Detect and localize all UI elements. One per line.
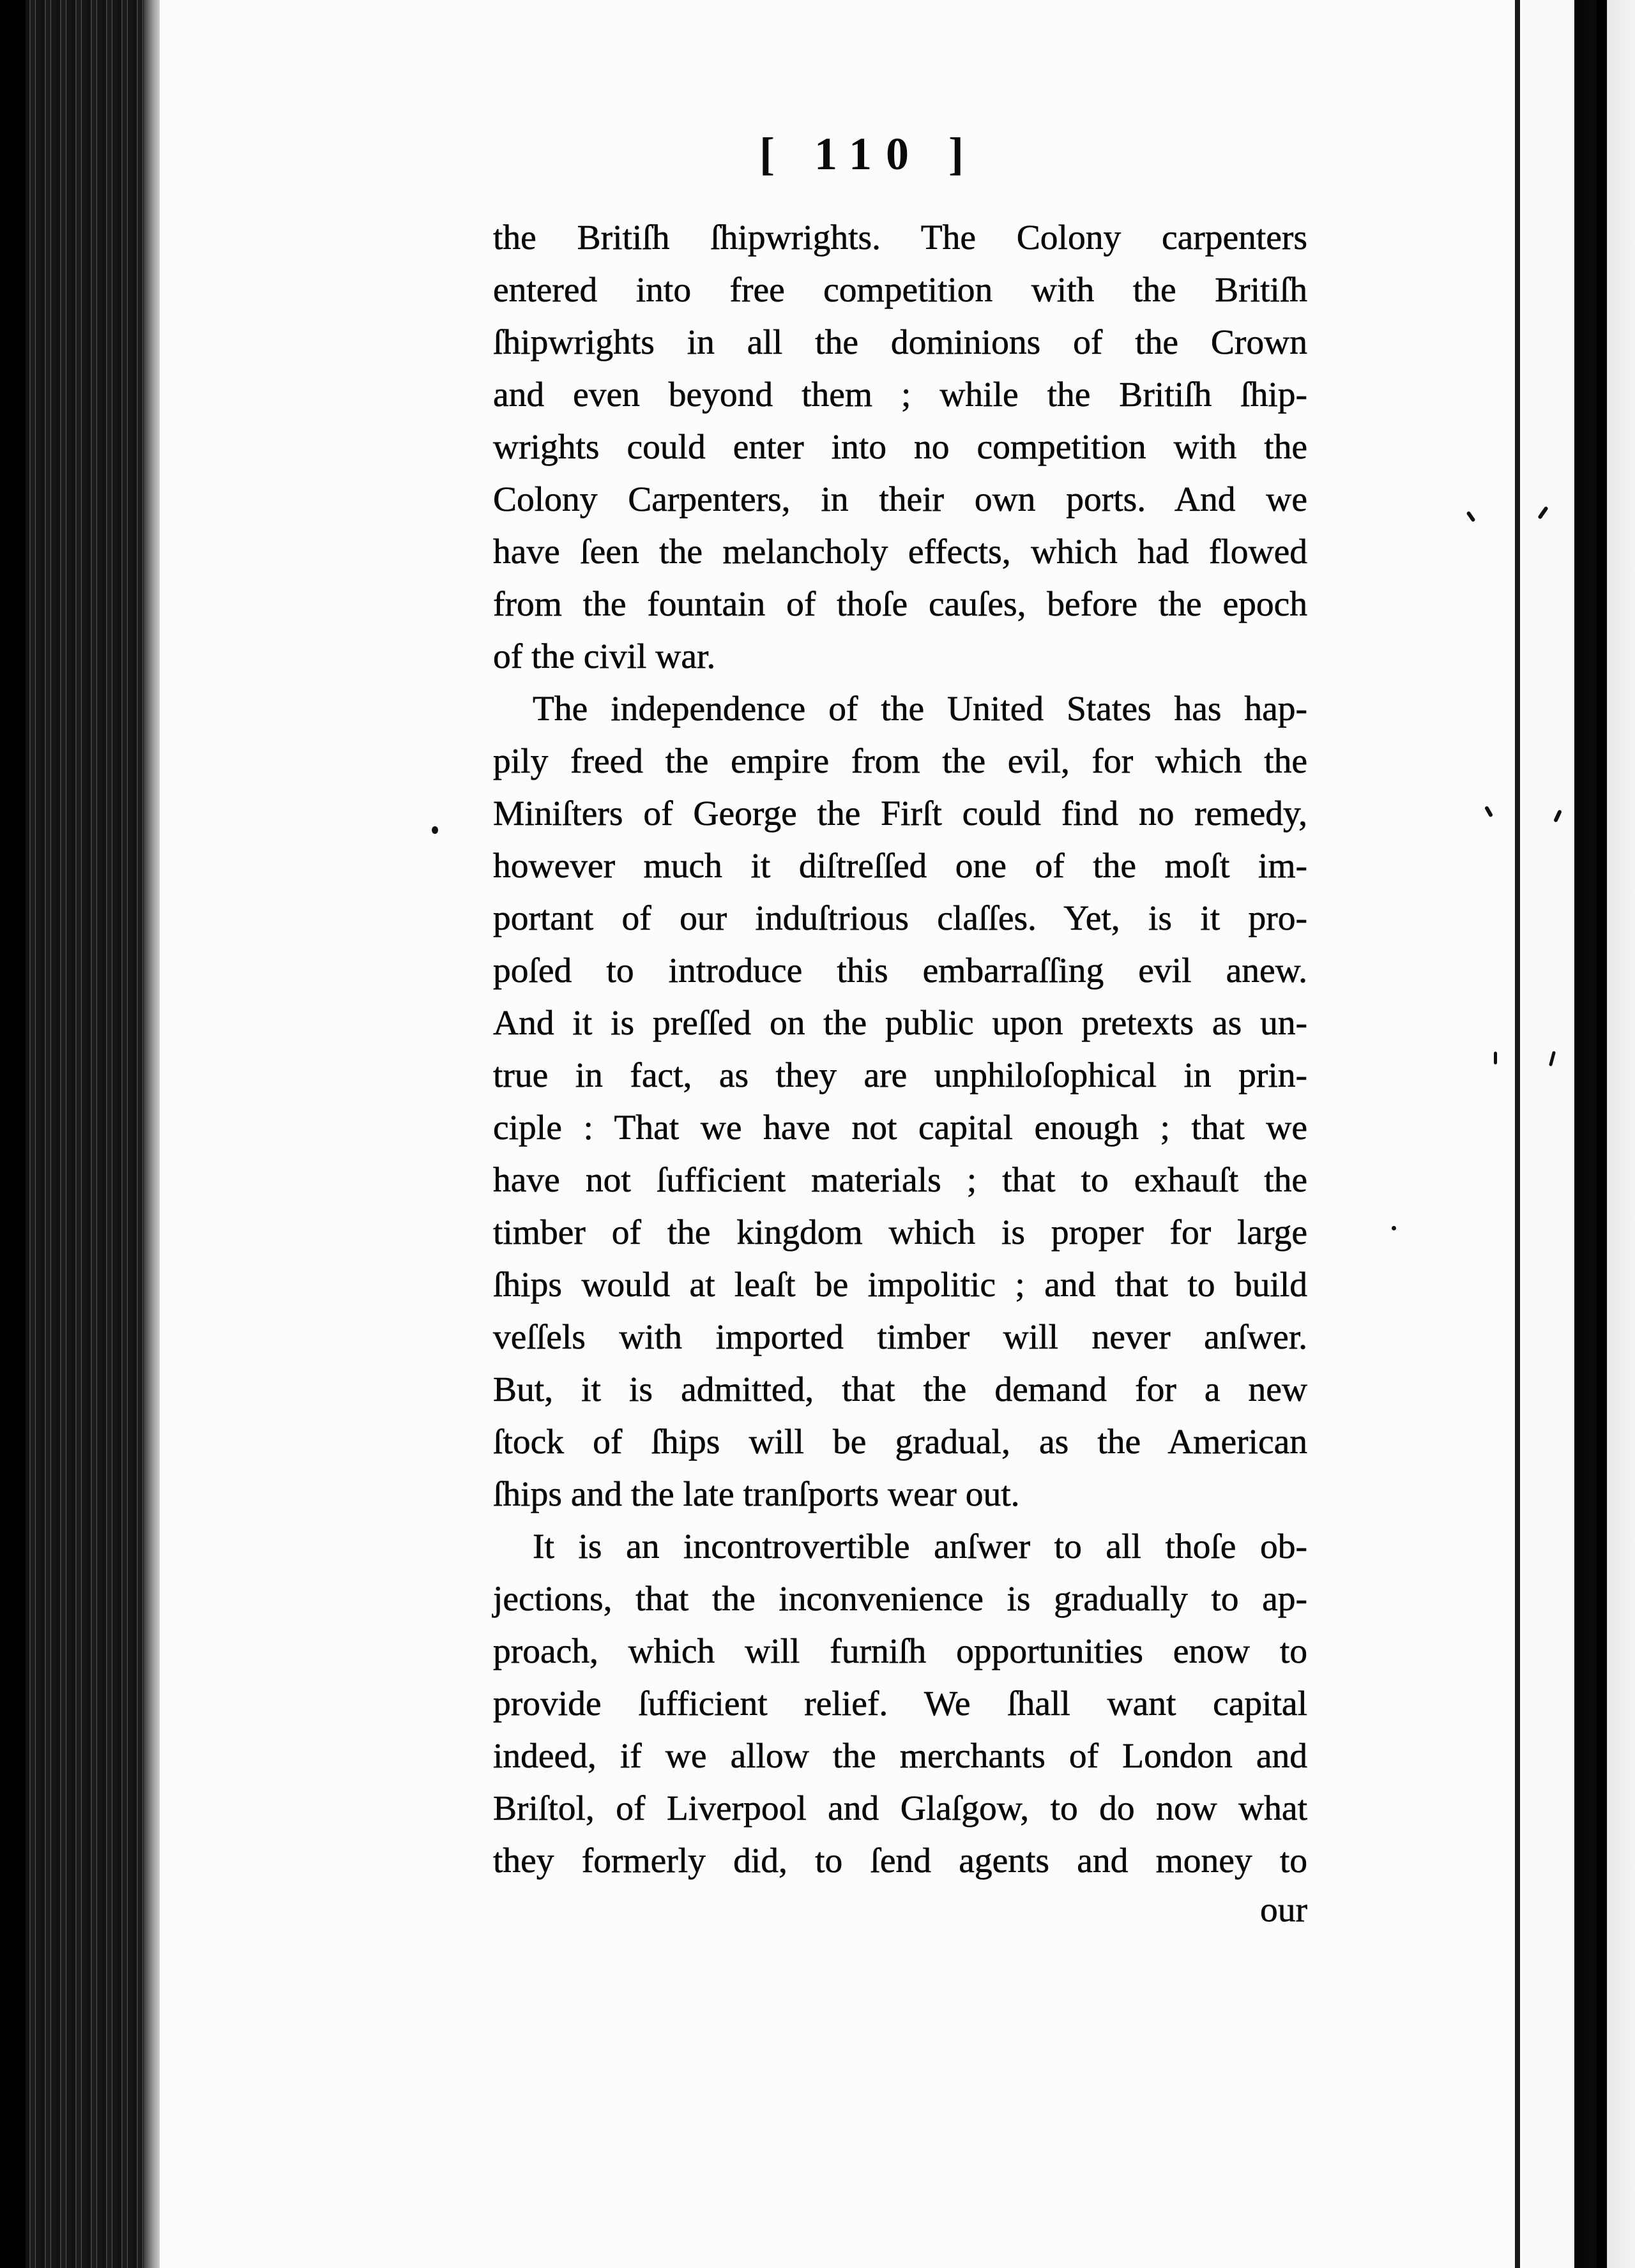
- text-line: entered into free competition with the Britiſh: [493, 271, 1307, 310]
- stray-mark: [1392, 1226, 1396, 1230]
- text-line: have ſeen the melancholy effects, which had flowed: [493, 533, 1307, 571]
- text-line: of the civil war.: [493, 637, 716, 676]
- text-line: proach, which will furniſh opportunities enow to: [493, 1632, 1307, 1671]
- text-line: ſtock of ſhips will be gradual, as the American: [493, 1423, 1307, 1462]
- text-line: provide ſufficient relief. We ſhall want capital: [493, 1684, 1307, 1723]
- book-gutter-page-edges: [26, 0, 160, 2268]
- text-line: ciple : That we have not capital enough ; that we: [493, 1108, 1307, 1147]
- text-line: timber of the kingdom which is proper for large: [493, 1213, 1307, 1252]
- right-margin: [1514, 0, 1574, 2268]
- text-line: the Britiſh ſhipwrights. The Colony carpenters: [493, 218, 1307, 257]
- body-text: [493, 212, 1307, 1933]
- text-line: wrights could enter into no competition with the: [493, 428, 1307, 467]
- text-line: poſed to introduce this embarraſſing evil anew.: [493, 951, 1307, 990]
- text-line: jections, that the inconvenience is gradually to ap-: [493, 1580, 1307, 1619]
- text-line: pily freed the empire from the evil, for which the: [493, 742, 1307, 781]
- text-line: It is an incontrovertible anſwer to all thoſe ob-: [533, 1527, 1307, 1566]
- text-line: Colony Carpenters, in their own ports. And we: [493, 480, 1307, 519]
- text-line: true in fact, as they are unphiloſophical in prin-: [493, 1056, 1307, 1095]
- text-line: veſſels with imported timber will never anſwer.: [493, 1318, 1307, 1357]
- text-line: however much it diſtreſſed one of the moſt im-: [493, 847, 1307, 886]
- text-line: from the fountain of thoſe cauſes, before the epoch: [493, 585, 1307, 624]
- page-number: [ 110 ]: [759, 128, 978, 179]
- text-line: they formerly did, to ſend agents and money to: [493, 1841, 1307, 1880]
- text-line: Briſtol, of Liverpool and Glaſgow, to do now what: [493, 1789, 1307, 1828]
- stray-mark: [1494, 1052, 1497, 1064]
- text-line: ſhips would at leaſt be impolitic ; and that to build: [493, 1266, 1307, 1304]
- stray-mark: [432, 826, 438, 834]
- text-line: have not ſufficient materials ; that to exhauſt the: [493, 1161, 1307, 1200]
- text-line: ſhipwrights in all the dominions of the Crown: [493, 323, 1307, 362]
- text-line: But, it is admitted, that the demand for a new: [493, 1370, 1307, 1409]
- text-line: indeed, if we allow the merchants of London and: [493, 1737, 1307, 1776]
- page-right-edge: [1515, 0, 1520, 2268]
- text-line: and even beyond them ; while the Britiſh ſhip-: [493, 375, 1307, 414]
- text-line: And it is preſſed on the public upon pretexts as un-: [493, 1004, 1307, 1043]
- scan-left-border: [0, 0, 26, 2268]
- text-line: The independence of the United States has hap-: [533, 690, 1307, 729]
- catchword: our: [1260, 1891, 1307, 1930]
- text-line: ſhips and the late tranſports wear out.: [493, 1475, 1020, 1514]
- text-line: portant of our induſtrious claſſes. Yet, is it pro-: [493, 899, 1307, 938]
- scan-right-border: [1597, 0, 1607, 2268]
- text-line: Miniſters of George the Firſt could find no remedy,: [493, 794, 1307, 833]
